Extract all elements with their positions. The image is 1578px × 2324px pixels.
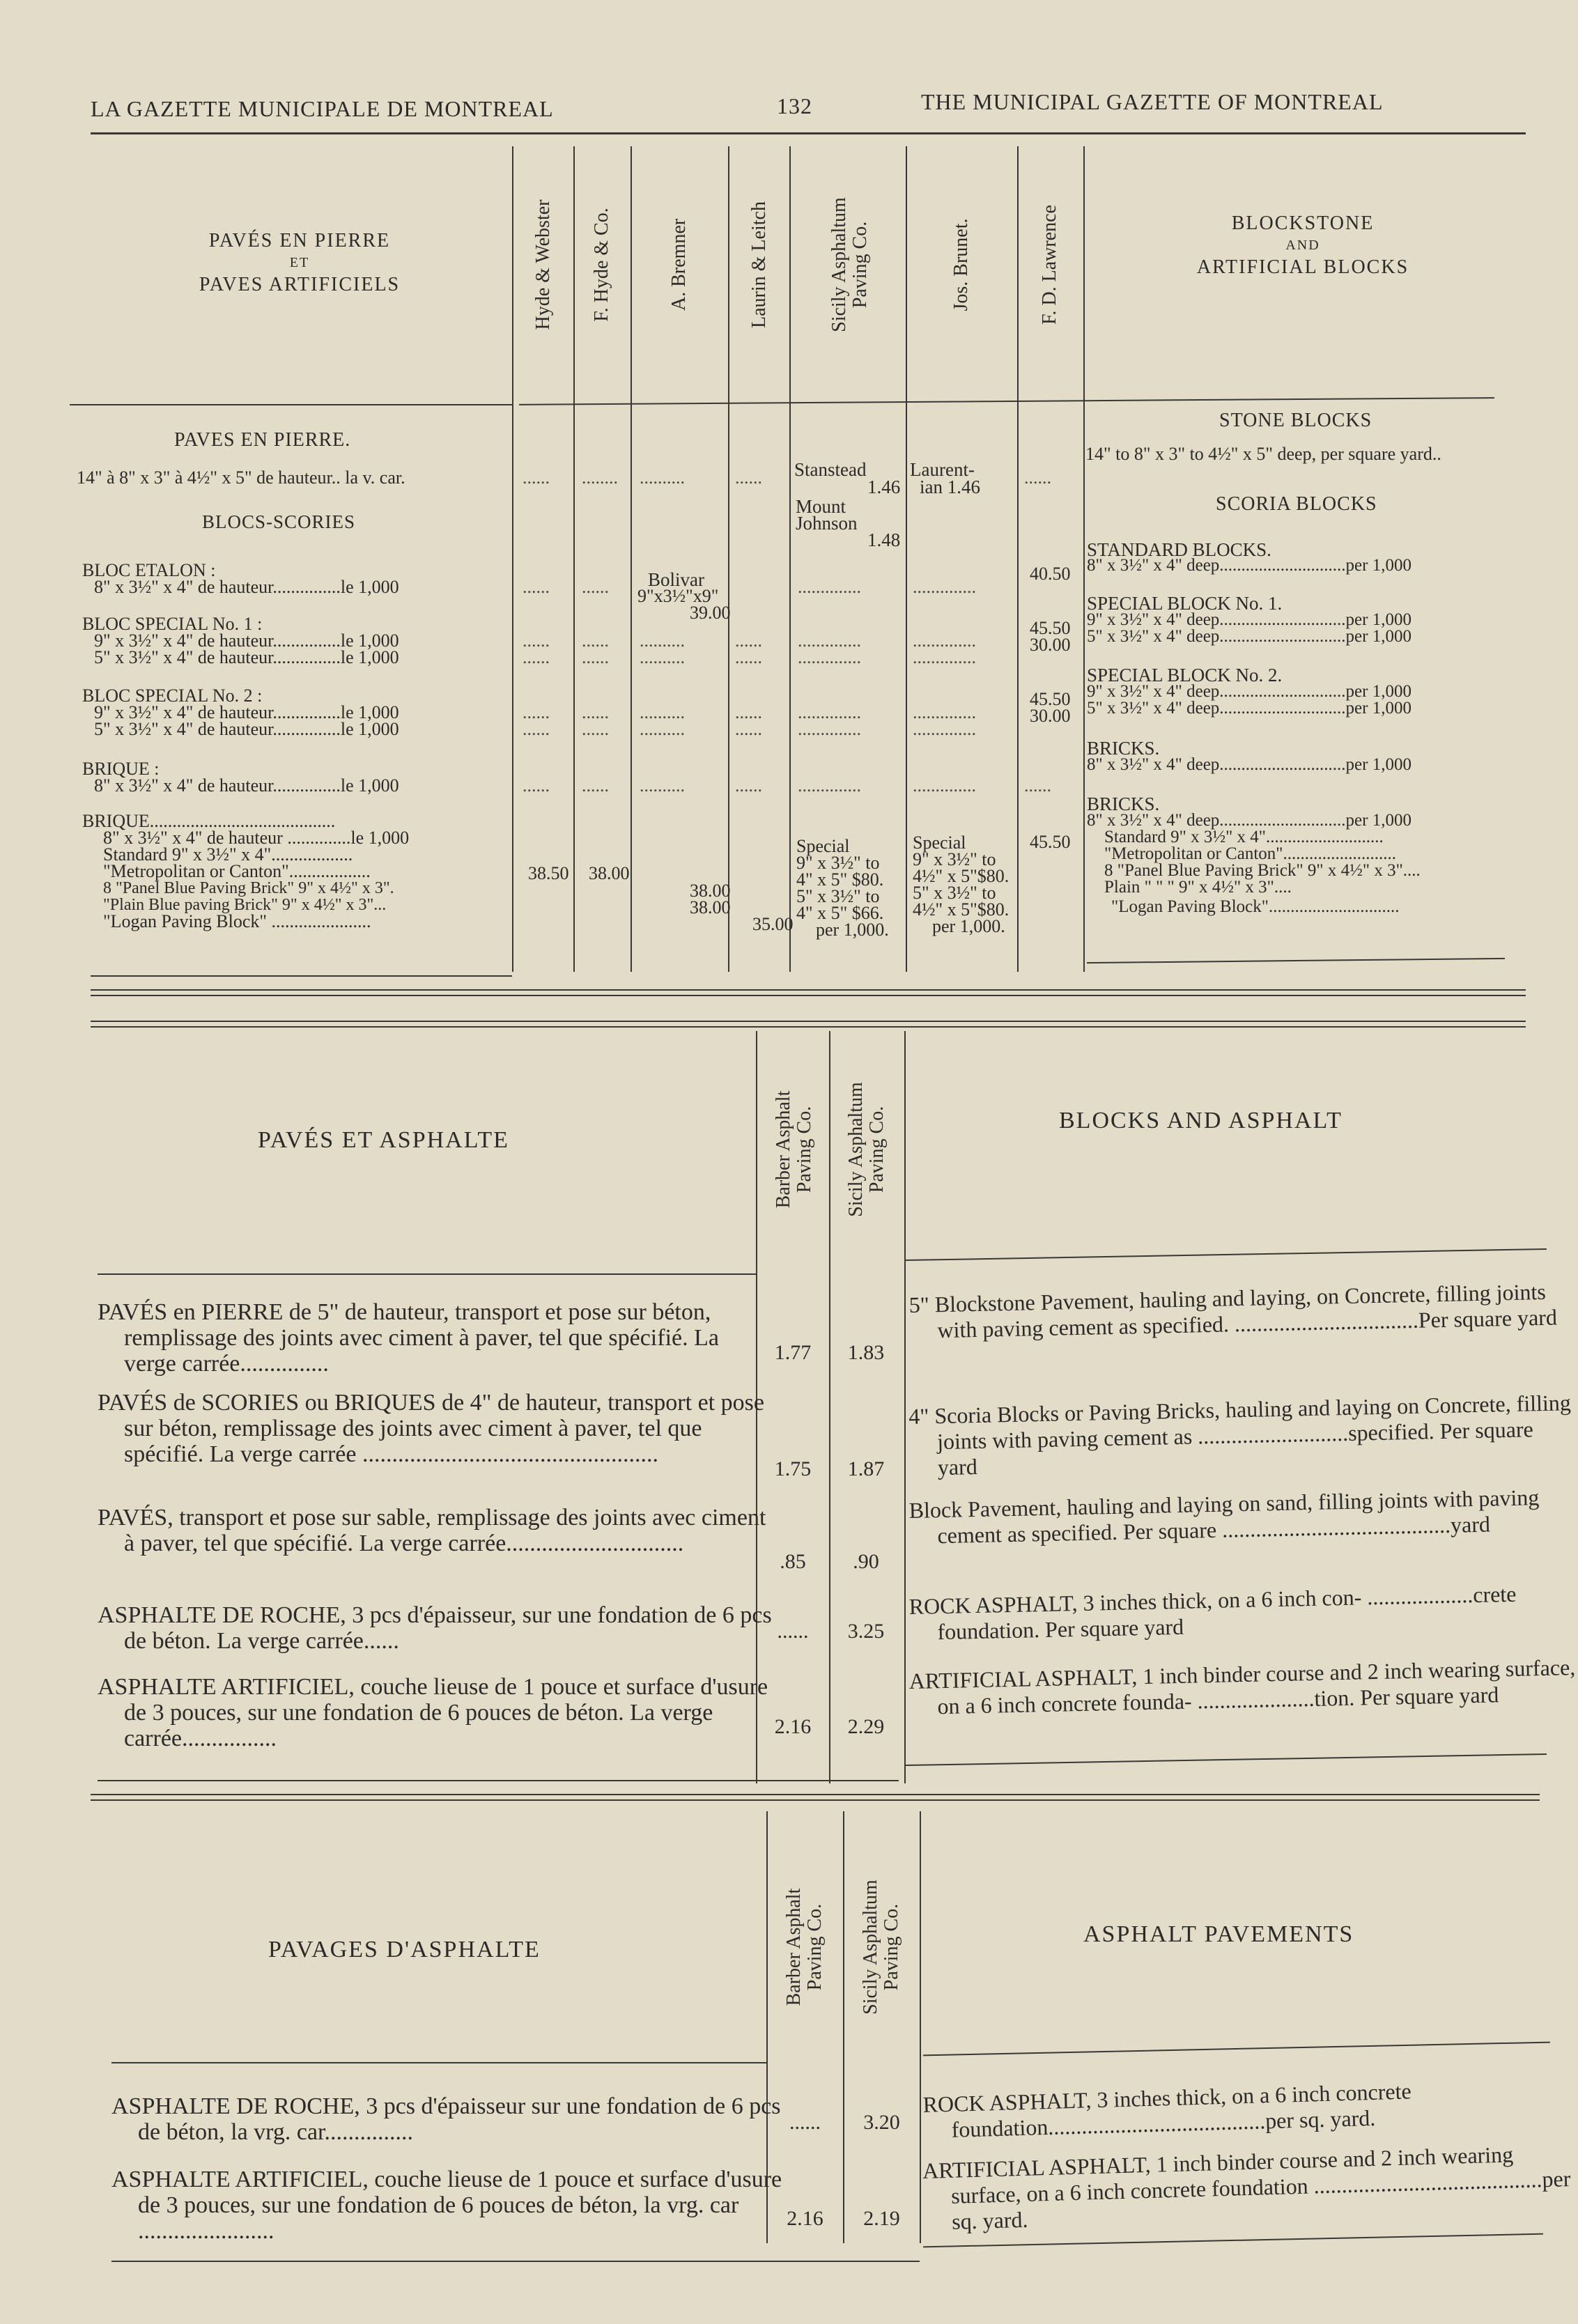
fr-row-heading: BRIQUE : bbox=[82, 759, 160, 779]
table2-section-rule bbox=[91, 1794, 1540, 1795]
fr-title-line: ET bbox=[289, 255, 310, 270]
col-header-line: Paving Co. bbox=[794, 1106, 815, 1193]
table2-fr-title: PAVÉS ET ASPHALTE bbox=[258, 1127, 509, 1153]
table2-row-en: ROCK ASPHALT, 3 inches thick, on a 6 inch con- ...................crete foundation. Per square yard bbox=[908, 1581, 1517, 1645]
col-header-bremner: A. Bremner bbox=[668, 218, 690, 311]
en-row-heading: SPECIAL BLOCK No. 2. bbox=[1087, 665, 1283, 685]
table2-top-rule bbox=[91, 1021, 1526, 1022]
cell-bremner: 38.00 bbox=[690, 897, 731, 917]
en-row: Standard 9" x 3½" x 4"........................... bbox=[1104, 828, 1384, 846]
table3-barber-value: 2.16 bbox=[787, 2207, 823, 2230]
cell-lawrence: 45.50 bbox=[1030, 689, 1071, 709]
col-header-line: Barber Asphalt bbox=[773, 1090, 794, 1209]
cell-bolivar: Bolivar bbox=[648, 569, 704, 590]
cell-stanstead: Stanstead bbox=[794, 459, 867, 480]
dot-leader: .............. bbox=[913, 577, 976, 597]
dot-leader: ...... bbox=[735, 630, 762, 651]
col-header-barber bbox=[784, 1843, 826, 2052]
en-row-heading: SCORIA BLOCKS bbox=[1216, 493, 1377, 515]
cell-laurin: 35.00 bbox=[752, 914, 794, 934]
cell-lawrence: 30.00 bbox=[1030, 706, 1071, 726]
cell-f-hyde: 38.00 bbox=[589, 863, 630, 883]
table2-sicily-value: 1.87 bbox=[847, 1457, 885, 1480]
table2-barber-value: ...... bbox=[777, 1620, 809, 1643]
en-row: Plain " " " 9" x 4½" x 3".... bbox=[1104, 878, 1292, 897]
col-header-laurin-leitch: Laurin & Leitch bbox=[748, 201, 770, 328]
dot-leader: .............. bbox=[798, 630, 861, 651]
header-rule bbox=[91, 132, 1526, 134]
en-row-heading: STANDARD BLOCKS. bbox=[1087, 539, 1271, 560]
special-line: 4½" x 5"$80. bbox=[913, 866, 1010, 886]
col-header-barber bbox=[773, 1045, 815, 1254]
fr-row: 9" x 3½" x 4" de hauteur...............le 1,000 bbox=[94, 630, 399, 651]
fr-row: 14" à 8" x 3" à 4½" x 5" de hauteur.. la v. car. bbox=[77, 467, 405, 488]
col-header-brunet: Jos. Brunet. bbox=[950, 218, 972, 311]
fr-row-heading: BLOCS-SCORIES bbox=[202, 511, 356, 532]
table2-section-rule bbox=[91, 1799, 1540, 1801]
dot-leader: ...... bbox=[735, 775, 762, 796]
special-line: 4½" x 5"$80. bbox=[913, 899, 1010, 920]
dot-leader: .......... bbox=[640, 647, 685, 667]
dot-leader: .............. bbox=[798, 647, 861, 667]
fr-row-heading: PAVES EN PIERRE. bbox=[174, 429, 351, 451]
table2-sicily-value: 1.83 bbox=[847, 1341, 885, 1364]
table2-bottom-rule bbox=[906, 1753, 1547, 1766]
table2-en-title: BLOCKS AND ASPHALT bbox=[1059, 1108, 1343, 1133]
en-row: 9" x 3½" x 4" deep.............................per 1,000 bbox=[1087, 610, 1411, 629]
table2-row-en: Block Pavement, hauling and laying on sand, filling joints with paving cement as specified. Per square .........................................yard bbox=[908, 1485, 1540, 1549]
fr-row: 8 "Panel Blue Paving Brick" 9" x 4½" x 3". bbox=[103, 879, 394, 897]
cell-laurentian-price: ian 1.46 bbox=[920, 477, 980, 497]
table3-header-rule bbox=[923, 2042, 1550, 2056]
table3-row-fr: ASPHALTE ARTIFICIEL, couche lieuse de 1 pouce et surface d'usure de 3 pouces, sur une fondation de 6 pouces de béton, la vrg. car ....................... bbox=[111, 2167, 782, 2244]
col-header-line: Sicily Asphaltum bbox=[845, 1082, 867, 1217]
dot-leader: ...... bbox=[735, 702, 762, 722]
table2-row-fr: PAVÉS, transport et pose sur sable, remplissage des joints avec ciment à paver, tel que spécifié. La verge carrée.............................. bbox=[98, 1505, 766, 1556]
col-rule bbox=[512, 146, 513, 972]
table2-sicily-value: .90 bbox=[853, 1550, 879, 1573]
table2-row-fr: ASPHALTE DE ROCHE, 3 pcs d'épaisseur, sur une fondation de 6 pcs de béton. La verge carrée...... bbox=[98, 1602, 772, 1654]
col-header-sicily-2: Paving Co. bbox=[849, 221, 871, 309]
table2-row-en: ARTIFICIAL ASPHALT, 1 inch binder course and 2 inch wearing surface, on a 6 inch concrete founda- .....................tion. Per square yard bbox=[908, 1655, 1576, 1719]
table2-barber-value: 1.77 bbox=[774, 1341, 812, 1364]
en-row: 14" to 8" x 3" to 4½" x 5" deep, per square yard.. bbox=[1085, 444, 1441, 464]
col-header-sicily bbox=[846, 1045, 888, 1254]
dot-leader: ...... bbox=[523, 702, 550, 722]
en-row: "Logan Paving Block".............................. bbox=[1111, 897, 1400, 916]
col-rule bbox=[631, 146, 632, 972]
dot-leader: ...... bbox=[582, 630, 609, 651]
cell-johnson: Johnson bbox=[796, 513, 858, 534]
col-rule bbox=[904, 1031, 906, 1783]
table3-row-fr: ASPHALTE DE ROCHE, 3 pcs d'épaisseur sur une fondation de 6 pcs de béton, la vrg. car............... bbox=[111, 2093, 781, 2145]
table3-bottom-rule bbox=[111, 2261, 920, 2262]
table3-en-title: ASPHALT PAVEMENTS bbox=[1083, 1921, 1354, 1947]
fr-row: 9" x 3½" x 4" de hauteur...............le 1,000 bbox=[94, 702, 399, 722]
dot-leader: ...... bbox=[582, 577, 609, 597]
cell-lawrence: 45.50 bbox=[1030, 618, 1071, 638]
table1-fr-title bbox=[91, 230, 509, 296]
dot-leader: .......... bbox=[640, 702, 685, 722]
table2-barber-value: 2.16 bbox=[774, 1715, 812, 1738]
fr-row: 8" x 3½" x 4" de hauteur ..............le 1,000 bbox=[103, 828, 410, 848]
dot-leader: .......... bbox=[640, 775, 685, 796]
special-line: 5" x 3½" to bbox=[796, 886, 880, 906]
table2-top-rule bbox=[91, 1026, 1526, 1028]
special-line: Special bbox=[913, 832, 966, 853]
col-rule bbox=[789, 146, 791, 972]
table3-bottom-rule bbox=[923, 2233, 1543, 2248]
fr-row: "Plain Blue paving Brick" 9" x 4½" x 3"... bbox=[103, 896, 387, 914]
table3-barber-value: ...... bbox=[789, 2111, 821, 2134]
special-line: 4" x 5" $80. bbox=[796, 869, 884, 890]
dot-leader: ...... bbox=[523, 647, 550, 667]
dot-leader: .............. bbox=[798, 775, 861, 796]
special-line: 5" x 3½" to bbox=[913, 883, 996, 903]
table1-en-title bbox=[1087, 212, 1519, 279]
en-row-heading: BRICKS. bbox=[1087, 793, 1160, 814]
dot-leader: ...... bbox=[735, 467, 762, 488]
table2-header-rule bbox=[906, 1248, 1547, 1261]
col-rule bbox=[728, 146, 729, 972]
dot-leader: .............. bbox=[798, 719, 861, 739]
table2-row-en: 5" Blockstone Pavement, hauling and laying, on Concrete, filling joints with paving cement as specified. .................................Per square yard bbox=[908, 1278, 1558, 1343]
cell-lawrence: 45.50 bbox=[1030, 832, 1071, 852]
col-header-hyde-webster: Hyde & Webster bbox=[532, 199, 554, 330]
cell-bremner: 38.00 bbox=[690, 881, 731, 901]
fr-row: 5" x 3½" x 4" de hauteur...............le 1,000 bbox=[94, 719, 399, 739]
dot-leader: .............. bbox=[798, 577, 861, 597]
dot-leader: .............. bbox=[913, 630, 976, 651]
fr-row: Standard 9" x 3½" x 4".................. bbox=[103, 844, 353, 865]
col-rule bbox=[829, 1031, 830, 1783]
col-rule bbox=[573, 146, 575, 972]
dot-leader: ...... bbox=[582, 702, 609, 722]
table1-bottom-rule bbox=[1087, 958, 1505, 963]
dot-leader: ........ bbox=[582, 467, 618, 488]
col-header-line: Paving Co. bbox=[866, 1106, 888, 1193]
dot-leader: ...... bbox=[523, 577, 550, 597]
dot-leader: .......... bbox=[640, 467, 685, 488]
en-title-line: BLOCKSTONE bbox=[1231, 212, 1375, 234]
en-row: 8" x 3½" x 4" deep.............................per 1,000 bbox=[1087, 556, 1411, 575]
cell-lawrence: 30.00 bbox=[1030, 635, 1071, 655]
special-line: per 1,000. bbox=[816, 920, 889, 940]
col-header-f-hyde: F. Hyde & Co. bbox=[591, 208, 612, 322]
table1-header-rule bbox=[519, 397, 1494, 405]
col-header-line: Barber Asphalt bbox=[783, 1888, 805, 2006]
table1-section-rule bbox=[91, 989, 1526, 991]
dot-leader: ...... bbox=[735, 719, 762, 739]
table3-sicily-value: 2.19 bbox=[863, 2207, 900, 2230]
col-rule bbox=[1017, 146, 1019, 972]
cell-bolivar-size: 9"x3½"x9" bbox=[637, 586, 719, 606]
en-row: 5" x 3½" x 4" deep.............................per 1,000 bbox=[1087, 699, 1411, 718]
dot-leader: ...... bbox=[523, 719, 550, 739]
dot-leader: ...... bbox=[523, 630, 550, 651]
en-row-heading: BRICKS. bbox=[1087, 738, 1160, 759]
cell-johnson-price: 1.48 bbox=[867, 529, 901, 550]
col-rule bbox=[843, 1811, 844, 2243]
special-line: Special bbox=[796, 836, 850, 856]
table3-sicily-value: 3.20 bbox=[863, 2111, 900, 2134]
fr-row: 8" x 3½" x 4" de hauteur...............le 1,000 bbox=[94, 775, 399, 796]
dot-leader: .............. bbox=[913, 702, 976, 722]
en-row: 8" x 3½" x 4" deep.............................per 1,000 bbox=[1087, 811, 1411, 830]
table2-barber-value: .85 bbox=[780, 1550, 806, 1573]
special-line: 9" x 3½" to bbox=[796, 853, 880, 873]
header-left: LA GAZETTE MUNICIPALE DE MONTREAL bbox=[91, 96, 554, 121]
dot-leader: ...... bbox=[582, 719, 609, 739]
cell-brunet-special bbox=[913, 832, 1010, 936]
fr-title-line: PAVÉS EN PIERRE bbox=[208, 230, 391, 251]
table2-sicily-value: 2.29 bbox=[847, 1715, 885, 1738]
table2-bottom-rule bbox=[98, 1780, 899, 1781]
fr-row-heading: BLOC SPECIAL No. 1 : bbox=[82, 614, 263, 634]
en-row: 5" x 3½" x 4" deep.............................per 1,000 bbox=[1087, 627, 1411, 646]
dot-leader: .............. bbox=[913, 719, 976, 739]
table1-header-rule bbox=[70, 404, 512, 405]
col-rule bbox=[920, 1811, 921, 2243]
col-rule bbox=[1083, 146, 1085, 972]
en-title-line: AND bbox=[1285, 238, 1320, 253]
table2-header-rule bbox=[98, 1273, 756, 1275]
col-header-sicily bbox=[860, 1843, 902, 2052]
cell-bolivar-price: 39.00 bbox=[690, 603, 731, 623]
table3-row-en: ROCK ASPHALT, 3 inches thick, on a 6 inch concrete foundation.......................................per sq. yard. bbox=[922, 2078, 1412, 2142]
en-row-heading: STONE BLOCKS bbox=[1219, 410, 1372, 431]
table2-row-fr: PAVÉS de SCORIES ou BRIQUES de 4" de hauteur, transport et pose sur béton, remplissage des joints avec ciment à paver, tel que spécifié. La verge carrée .................................................. bbox=[98, 1390, 764, 1467]
dot-leader: .............. bbox=[913, 775, 976, 796]
fr-row-heading: BLOC ETALON : bbox=[82, 560, 216, 580]
fr-row: 5" x 3½" x 4" de hauteur...............le 1,000 bbox=[94, 647, 399, 667]
col-header-line: Paving Co. bbox=[881, 1903, 902, 1991]
en-row: "Metropolitan or Canton".......................... bbox=[1104, 844, 1396, 863]
dot-leader: .............. bbox=[913, 647, 976, 667]
table3-row-en: ARTIFICIAL ASPHALT, 1 inch binder course and 2 inch wearing surface, on a 6 inch concrete foundation .........................................per sq. yard. bbox=[922, 2141, 1571, 2234]
dot-leader: ...... bbox=[735, 647, 762, 667]
special-line: 4" x 5" $66. bbox=[796, 903, 884, 923]
cell-hyde-webster: 38.50 bbox=[528, 863, 569, 883]
dot-leader: ...... bbox=[1024, 775, 1051, 796]
special-line: per 1,000. bbox=[932, 916, 1005, 936]
col-header-lawrence: F. D. Lawrence bbox=[1039, 205, 1060, 325]
table2-sicily-value: 3.25 bbox=[847, 1620, 885, 1643]
dot-leader: ...... bbox=[523, 775, 550, 796]
col-header-line: Sicily Asphaltum bbox=[860, 1880, 881, 2015]
table2-row-fr: ASPHALTE ARTIFICIEL, couche lieuse de 1 pouce et surface d'usure de 3 pouces, sur une fondation de 6 pouces de béton. La verge carrée................ bbox=[98, 1674, 768, 1751]
fr-row: 8" x 3½" x 4" de hauteur...............le 1,000 bbox=[94, 577, 399, 597]
table1-section-rule bbox=[91, 995, 1526, 996]
page-number: 132 bbox=[777, 93, 812, 118]
table2-row-en: 4" Scoria Blocks or Paving Bricks, hauling and laying on Concrete, filling joints with paving cement as ...........................specified. Per square yard bbox=[908, 1390, 1572, 1480]
header-right: THE MUNICIPAL GAZETTE OF MONTREAL bbox=[921, 89, 1384, 114]
col-header-sicily-1: Sicily Asphaltum bbox=[828, 197, 850, 332]
special-line: 9" x 3½" to bbox=[913, 849, 996, 869]
fr-row: "Logan Paving Block" ...................... bbox=[103, 911, 371, 931]
table3-header-rule bbox=[111, 2062, 766, 2063]
table1-bottom-rule bbox=[91, 975, 512, 977]
dot-leader: .............. bbox=[798, 702, 861, 722]
en-row: 8 "Panel Blue Paving Brick" 9" x 4½" x 3".... bbox=[1104, 861, 1421, 880]
en-row-heading: SPECIAL BLOCK No. 1. bbox=[1087, 593, 1283, 614]
cell-laurentian: Laurent- bbox=[910, 459, 975, 480]
dot-leader: .......... bbox=[640, 719, 685, 739]
en-row: 8" x 3½" x 4" deep.............................per 1,000 bbox=[1087, 755, 1411, 774]
dot-leader: ...... bbox=[523, 467, 550, 488]
fr-row-heading: BRIQUE......................................... bbox=[82, 811, 336, 831]
dot-leader: ...... bbox=[582, 647, 609, 667]
dot-leader: .......... bbox=[640, 630, 685, 651]
col-rule bbox=[906, 146, 907, 972]
en-title-line: ARTIFICIAL BLOCKS bbox=[1196, 256, 1409, 278]
en-row: 9" x 3½" x 4" deep.............................per 1,000 bbox=[1087, 682, 1411, 701]
dot-leader: ...... bbox=[1024, 467, 1051, 488]
table2-row-fr: PAVÉS en PIERRE de 5" de hauteur, transport et pose sur béton, remplissage des joints avec ciment à paver, tel que spécifié. La verge carrée............... bbox=[98, 1299, 719, 1377]
fr-row-heading: BLOC SPECIAL No. 2 : bbox=[82, 685, 263, 706]
fr-title-line: PAVES ARTIFICIELS bbox=[199, 274, 401, 295]
table2-barber-value: 1.75 bbox=[774, 1457, 812, 1480]
fr-row: "Metropolitan or Canton".................. bbox=[103, 861, 371, 881]
table3-fr-title: PAVAGES D'ASPHALTE bbox=[268, 1937, 541, 1962]
cell-sicily-special bbox=[796, 838, 889, 938]
cell-stanstead-price: 1.46 bbox=[867, 477, 901, 497]
col-header-line: Paving Co. bbox=[804, 1903, 826, 1991]
dot-leader: ...... bbox=[582, 775, 609, 796]
cell-mount: Mount bbox=[796, 496, 846, 517]
cell-lawrence: 40.50 bbox=[1030, 564, 1071, 584]
